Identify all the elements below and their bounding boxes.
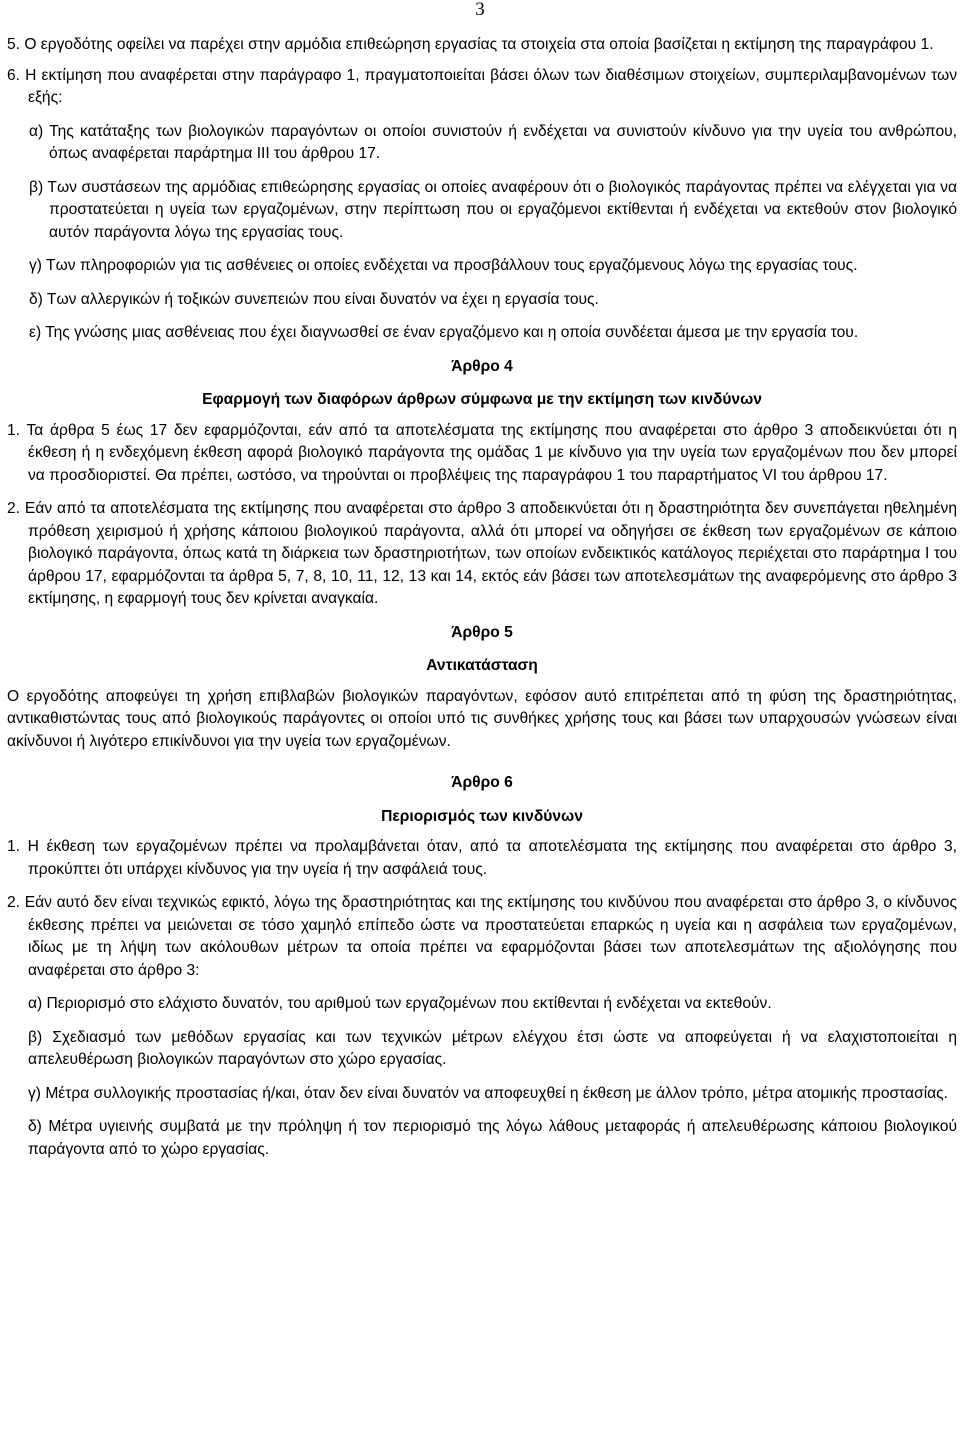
article-6-subtitle: Περιορισμός των κινδύνων bbox=[381, 807, 583, 825]
article-6-paragraph-2: 2. Εάν αυτό δεν είναι τεχνικώς εφικτό, λόγω της δραστηριότητας και της εκτίμησης του κινδύνου που αναφέρεται στο άρθρο 3, ο κίνδυνος έκθεσης πρέπει να μειώνεται σε τόσο χαμηλό επίπεδο ώστε να προστατεύεται επαρκώς η υγεία και η ασφάλεια των εργαζομένων, ιδίως με τη λήψη των ακόλουθων μέτρων τα οποία πρέπει να εφαρμόζονται βάσει των αποτελεσμάτων της αξιολόγησης που αναφέρεται στο άρθρο 3: bbox=[7, 894, 957, 979]
article-4-paragraph-1: 1. Τα άρθρα 5 έως 17 δεν εφαρμόζονται, εάν από τα αποτελέσματα της εκτίμησης που αναφέρεται στο άρθρο 3 αποδεικνύεται ότι η έκθεση ή η ενδεχόμενη έκθεση αφορά βιολογικό παράγοντα της ομάδας 1 με κίνδυνο για την υγεία των εργαζομένων που δεν μπορεί να προσδιοριστεί. Θα πρέπει, ωστόσο, να τηρούνται οι προβλέψεις της παραγράφου 1 του παραρτήματος VI του άρθρου 17. bbox=[7, 421, 957, 484]
article-4-subtitle: Εφαρμογή των διαφόρων άρθρων σύμφωνα με την εκτίμηση των κινδύνων bbox=[202, 391, 762, 408]
article-5-body: Ο εργοδότης αποφεύγει τη χρήση επιβλαβών βιολογικών παραγόντων, εφόσον αυτό επιτρέπεται από τη φύση της δραστηριότητας, αντικαθιστώντας τους από βιολογικούς παράγοντες οι οποίοι υπό τις συνθήκες χρήσης τους και βάσει των υπαρχουσών γνώσεων είναι ακίνδυνοι ή λιγότερο επικίνδυνοι για την υγεία των εργαζομένων. bbox=[7, 687, 957, 750]
list-item-b: β) Των συστάσεων της αρμόδιας επιθεώρησης εργασίας οι οποίες αναφέρουν ότι ο βιολογικός παράγοντας πρέπει να ελέγχεται για να προστατεύεται η υγεία των εργαζομένων, στην περίπτωση που οι εργαζόμενοι εκτίθενται ή ενδέχεται να εκτεθούν στον βιολογικό αυτόν παράγοντα λόγω της εργασίας τους. bbox=[29, 178, 957, 241]
article-6-item-c: γ) Μέτρα συλλογικής προστασίας ή/και, όταν δεν είναι δυνατόν να αποφευχθεί η έκθεση με άλλον τρόπο, μέτρα ατομικής προστασίας. bbox=[28, 1084, 949, 1102]
document-body bbox=[7, 34, 957, 1161]
paragraph-6: 6. Η εκτίμηση που αναφέρεται στην παράγραφο 1, πραγματοποιείται βάσει όλων των διαθέσιμων στοιχείων, συμπεριλαμβανομένων των εξής: bbox=[7, 66, 957, 106]
article-5-title: Άρθρο 5 bbox=[451, 623, 513, 641]
article-6-title: Άρθρο 6 bbox=[451, 774, 513, 791]
article-4-title: Άρθρο 4 bbox=[451, 357, 513, 375]
list-item-e: ε) Της γνώσης μιας ασθένειας που έχει διαγνωσθεί σε έναν εργαζόμενο και η οποία συνδέεται άμεσα με την εργασία του. bbox=[29, 324, 859, 341]
page-number: 3 bbox=[475, 0, 485, 20]
list-item-d: δ) Των αλλεργικών ή τοξικών συνεπειών που είναι δυνατόν να έχει η εργασία τους. bbox=[29, 290, 599, 308]
article-6-item-d: δ) Μέτρα υγιεινής συμβατά με την πρόληψη ή τον περιορισμό της λόγω λάθους μεταφοράς ή απελευθέρωσης κάποιου βιολογικού παράγοντα από το χώρο εργασίας. bbox=[28, 1118, 957, 1158]
paragraph-5: 5. Ο εργοδότης οφείλει να παρέχει στην αρμόδια επιθεώρηση εργασίας τα στοιχεία στα οποία βασίζεται η εκτίμηση της παραγράφου 1. bbox=[7, 36, 934, 53]
list-item-a: α) Της κατάταξης των βιολογικών παραγόντων οι οποίοι συνιστούν ή ενδέχεται να συνιστούν κίνδυνο για την υγεία του ανθρώπου, όπως αναφέρεται παράρτημα ΙΙΙ του άρθρου 17. bbox=[29, 122, 957, 162]
article-4-paragraph-2: 2. Εάν από τα αποτελέσματα της εκτίμησης που αναφέρεται στο άρθρο 3 αποδεικνύεται ότι η δραστηριότητα δεν συνεπάγεται ηθελημένη πρόθεση χειρισμού ή χρήσης κάποιου βιολογικού παράγοντα, αλλά ότι μπορεί να οδηγήσει σε έκθεση των εργαζομένων σε κάποιο βιολογικό παράγοντα, όπως κατά τη διάρκεια των δραστηριοτήτων, των οποίων ενδεικτικός κατάλογος περιέχεται στο παράρτημα Ι του άρθρου 17, εφαρμόζονται τα άρθρα 5, 7, 8, 10, 11, 12, 13 και 14, εκτός εάν βάσει των αποτελεσμάτων της αναφερόμενης στο άρθρο 3 εκτίμησης, η εφαρμογή τους δεν κρίνεται αναγκαία. bbox=[7, 500, 957, 607]
article-6-paragraph-1: 1. Η έκθεση των εργαζομένων πρέπει να προλαμβάνεται όταν, από τα αποτελέσματα της εκτίμησης που αναφέρεται στο άρθρο 3, προκύπτει ότι υπάρχει κίνδυνος για την υγεία ή την ασφάλειά τους. bbox=[7, 838, 957, 878]
article-5-subtitle: Αντικατάσταση bbox=[426, 657, 538, 674]
list-item-c: γ) Των πληροφοριών για τις ασθένειες οι οποίες ενδέχεται να προσβάλλουν τους εργαζόμενους λόγω της εργασίας τους. bbox=[29, 257, 858, 274]
article-6-item-b: β) Σχεδιασμό των μεθόδων εργασίας και των τεχνικών μέτρων ελέγχου έτσι ώστε να αποφεύγεται ή να ελαχιστοποιείται η απελευθέρωση βιολογικών παραγόντων στο χώρο εργασίας. bbox=[28, 1028, 957, 1068]
article-6-item-a: α) Περιορισμό στο ελάχιστο δυνατόν, του αριθμού των εργαζομένων που εκτίθενται ή ενδέχεται να εκτεθούν. bbox=[28, 995, 772, 1012]
